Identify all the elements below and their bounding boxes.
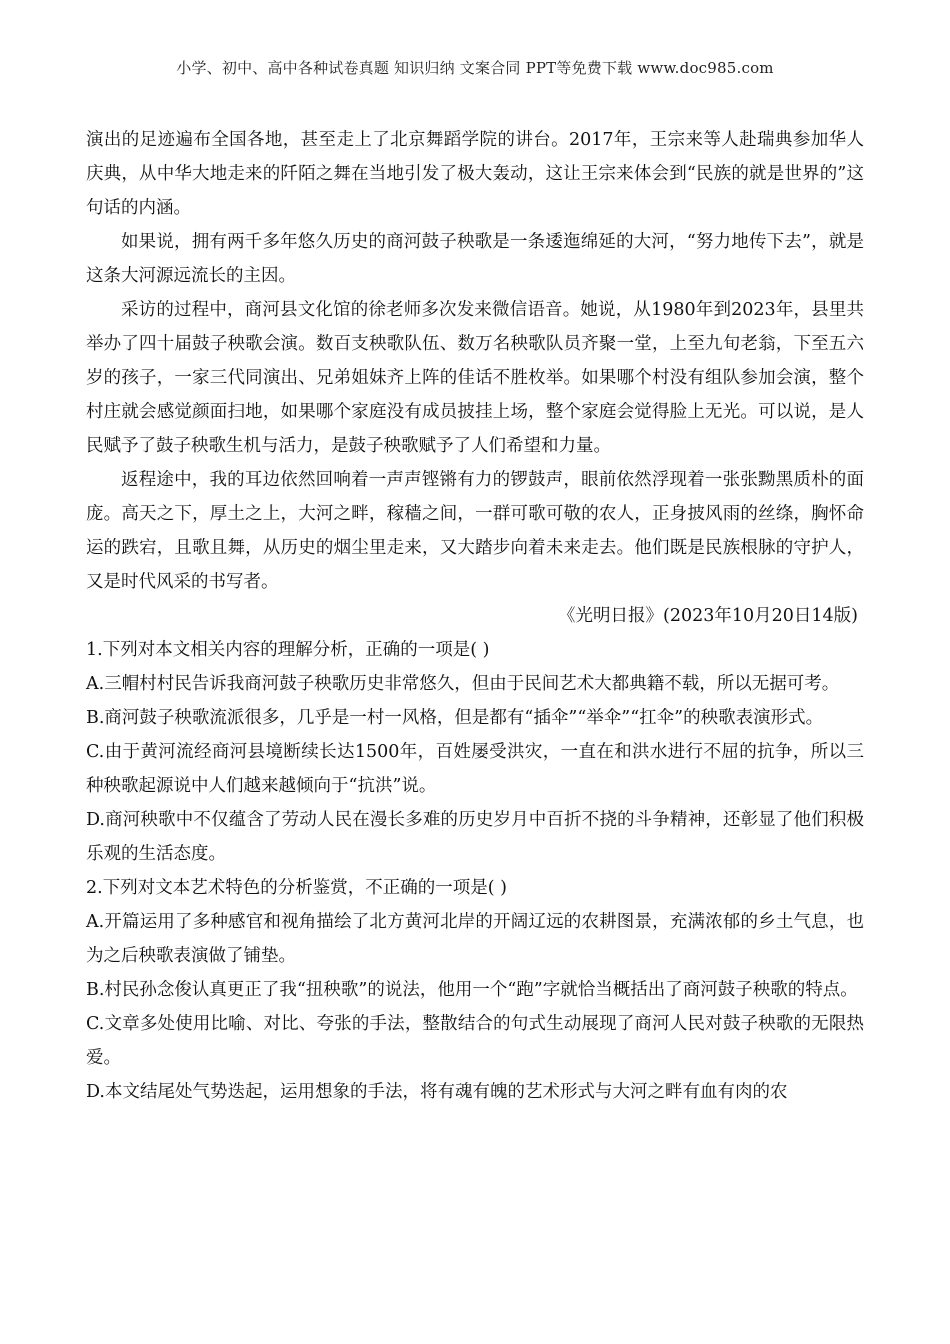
document-body — [86, 123, 864, 1109]
question-stem: 1.下列对本文相关内容的理解分析，正确的一项是( ) — [86, 640, 490, 660]
question-option: A.开篇运用了多种感官和视角描绘了北方黄河北岸的开阔辽远的农耕图景，充满浓郁的乡土气息，也为之后秧歌表演做了铺垫。 — [86, 912, 864, 966]
article-paragraph: 采访的过程中，商河县文化馆的徐老师多次发来微信语音。她说，从1980年到2023年，县里共举办了四十届鼓子秧歌会演。数百支秧歌队伍、数万名秧歌队员齐聚一堂，上至九旬老翁，下至五六岁的孩子，一家三代同演出、兄弟姐妹齐上阵的佳话不胜枚举。如果哪个村没有组队参加会演，整个村庄就会感觉颜面扫地，如果哪个家庭没有成员披挂上场，整个家庭会觉得脸上无光。可以说，是人民赋予了鼓子秧歌生机与活力，是鼓子秧歌赋予了人们希望和力量。 — [86, 300, 864, 456]
article-paragraph: 如果说，拥有两千多年悠久历史的商河鼓子秧歌是一条逶迤绵延的大河，“努力地传下去”，就是这条大河源远流长的主因。 — [86, 232, 864, 286]
question-option: C.由于黄河流经商河县境断续长达1500年，百姓屡受洪灾，一直在和洪水进行不屈的抗争，所以三种秧歌起源说中人们越来越倾向于“抗洪”说。 — [86, 742, 864, 796]
question-option: B.商河鼓子秧歌流派很多，几乎是一村一风格，但是都有“插伞”“举伞”“扛伞”的秧歌表演形式。 — [86, 708, 824, 728]
page-header: 小学、初中、高中各种试卷真题 知识归纳 文案合同 PPT等免费下载 www.doc985.com — [176, 59, 774, 77]
question-option: D.本文结尾处气势迭起，运用想象的手法，将有魂有魄的艺术形式与大河之畔有血有肉的农 — [86, 1082, 788, 1102]
article-source: 《光明日报》(2023年10月20日14版) — [558, 606, 858, 626]
article-paragraph: 返程途中，我的耳边依然回响着一声声铿锵有力的锣鼓声，眼前依然浮现着一张张黝黑质朴的面庞。高天之下，厚土之上，大河之畔，稼穑之间，一群可歌可敬的农人，正身披风雨的丝绦，胸怀命运的跌宕，且歌且舞，从历史的烟尘里走来，又大踏步向着未来走去。他们既是民族根脉的守护人，又是时代风采的书写者。 — [86, 470, 864, 592]
question-option: A.三帽村村民告诉我商河鼓子秧歌历史非常悠久，但由于民间艺术大都典籍不载，所以无据可考。 — [86, 674, 840, 694]
question-stem: 2.下列对文本艺术特色的分析鉴赏，不正确的一项是( ) — [86, 878, 507, 898]
question-option: D.商河秧歌中不仅蕴含了劳动人民在漫长多难的历史岁月中百折不挠的斗争精神，还彰显了他们积极乐观的生活态度。 — [86, 810, 864, 864]
question-option: C.文章多处使用比喻、对比、夸张的手法，整散结合的句式生动展现了商河人民对鼓子秧歌的无限热爱。 — [86, 1014, 864, 1068]
question-option: B.村民孙念俊认真更正了我“扭秧歌”的说法，他用一个“跑”字就恰当概括出了商河鼓子秧歌的特点。 — [86, 980, 858, 1000]
article-paragraph: 演出的足迹遍布全国各地，甚至走上了北京舞蹈学院的讲台。2017年，王宗来等人赴瑞典参加华人庆典，从中华大地走来的阡陌之舞在当地引发了极大轰动，这让王宗来体会到“民族的就是世界的”这句话的内涵。 — [86, 130, 864, 218]
